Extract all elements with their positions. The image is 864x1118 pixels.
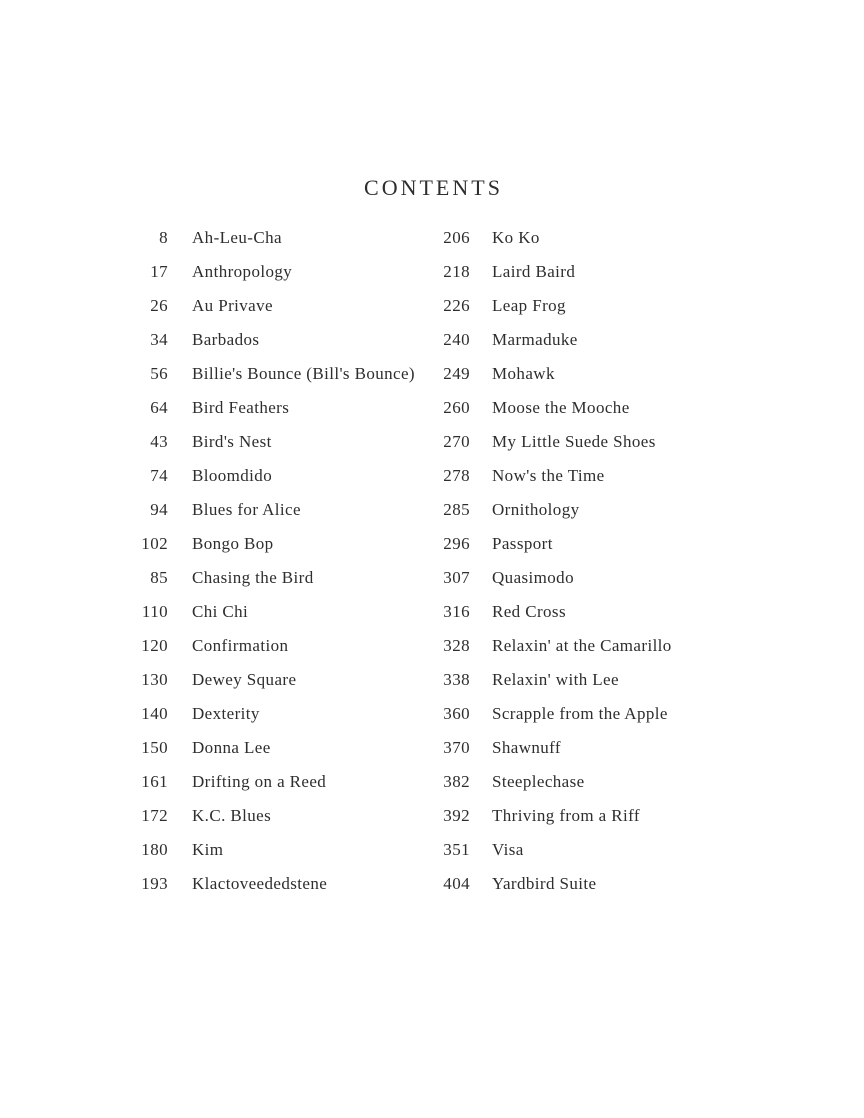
toc-entry xyxy=(100,323,415,357)
toc-entry-title: Bird's Nest xyxy=(192,432,272,451)
toc-entry-page-number: 316 xyxy=(443,602,470,621)
toc-entry-title: Yardbird Suite xyxy=(492,874,597,893)
toc-entry xyxy=(410,391,672,425)
toc-entry-page-number: 392 xyxy=(443,806,470,825)
toc-entry-page-number: 64 xyxy=(150,398,168,417)
toc-entry-title: Mohawk xyxy=(492,364,555,383)
toc-entry xyxy=(100,663,415,697)
toc-entry xyxy=(100,833,415,867)
toc-entry-page-number: 150 xyxy=(141,738,168,757)
toc-entry xyxy=(410,663,672,697)
toc-entry-title: Chi Chi xyxy=(192,602,249,621)
toc-entry-page-number: 94 xyxy=(150,500,168,519)
toc-entry-title: Bird Feathers xyxy=(192,398,290,417)
toc-entry-title: Dexterity xyxy=(192,704,260,723)
toc-entry xyxy=(100,629,415,663)
toc-entry-title: Kim xyxy=(192,840,224,859)
toc-entry-page-number: 249 xyxy=(443,364,470,383)
toc-entry xyxy=(410,595,672,629)
toc-entry-page-number: 382 xyxy=(443,772,470,791)
toc-entry-title: My Little Suede Shoes xyxy=(492,432,656,451)
toc-entry-page-number: 206 xyxy=(443,228,470,247)
toc-entry-page-number: 218 xyxy=(443,262,470,281)
toc-entry xyxy=(410,289,672,323)
toc-entry-title: Marmaduke xyxy=(492,330,578,349)
toc-entry-page-number: 43 xyxy=(150,432,168,451)
toc-entry-page-number: 404 xyxy=(443,874,470,893)
toc-entry xyxy=(100,867,415,901)
toc-entry-page-number: 102 xyxy=(141,534,168,553)
toc-entry-title: Au Privave xyxy=(192,296,273,315)
toc-entry xyxy=(100,459,415,493)
toc-entry xyxy=(100,289,415,323)
toc-entry-title: Red Cross xyxy=(492,602,566,621)
toc-entry-page-number: 278 xyxy=(443,466,470,485)
toc-entry-page-number: 240 xyxy=(443,330,470,349)
toc-entry xyxy=(410,561,672,595)
toc-entry-page-number: 296 xyxy=(443,534,470,553)
toc-entry xyxy=(100,765,415,799)
toc-entry xyxy=(410,357,672,391)
toc-entry xyxy=(100,255,415,289)
toc-entry-page-number: 172 xyxy=(141,806,168,825)
toc-entry-title: Now's the Time xyxy=(492,466,605,485)
toc-entry-page-number: 270 xyxy=(443,432,470,451)
toc-entry-page-number: 34 xyxy=(150,330,168,349)
toc-entry-page-number: 26 xyxy=(150,296,168,315)
toc-entry-page-number: 338 xyxy=(443,670,470,689)
toc-entry-page-number: 180 xyxy=(141,840,168,859)
toc-entry-page-number: 110 xyxy=(141,602,168,621)
toc-entry-title: Drifting on a Reed xyxy=(192,772,327,791)
toc-entry xyxy=(410,799,672,833)
toc-entry-page-number: 56 xyxy=(150,364,168,383)
toc-entry xyxy=(100,595,415,629)
toc-entry-page-number: 351 xyxy=(443,840,470,859)
toc-entry-page-number: 285 xyxy=(443,500,470,519)
toc-column xyxy=(410,221,672,901)
toc-entry-title: Quasimodo xyxy=(492,568,574,587)
toc-entry-title: Chasing the Bird xyxy=(192,568,314,587)
toc-entry-title: Scrapple from the Apple xyxy=(492,704,668,723)
page-title: CONTENTS xyxy=(364,175,503,200)
toc-entry-title: Barbados xyxy=(192,330,260,349)
toc-entry-title: Bloomdido xyxy=(192,466,273,485)
toc-entry xyxy=(410,493,672,527)
toc-entry-page-number: 85 xyxy=(150,568,168,587)
toc-entry xyxy=(100,221,415,255)
toc-entry xyxy=(410,425,672,459)
toc-entry xyxy=(410,459,672,493)
toc-entry-page-number: 328 xyxy=(443,636,470,655)
toc-entry xyxy=(100,697,415,731)
toc-entry-page-number: 370 xyxy=(443,738,470,757)
toc-entry-title: Shawnuff xyxy=(492,738,561,757)
toc-entry xyxy=(410,255,672,289)
toc-entry xyxy=(410,765,672,799)
toc-entry xyxy=(100,731,415,765)
toc-entry-title: Dewey Square xyxy=(192,670,297,689)
toc-entry xyxy=(410,867,672,901)
toc-entry xyxy=(410,527,672,561)
toc-entry-title: Steeplechase xyxy=(492,772,585,791)
toc-entry-page-number: 360 xyxy=(443,704,470,723)
toc-entry-title: Leap Frog xyxy=(492,296,566,315)
toc-entry-title: Thriving from a Riff xyxy=(492,806,640,825)
toc-entry-title: Donna Lee xyxy=(192,738,271,757)
toc-entry xyxy=(100,357,415,391)
toc-entry-title: Klactoveededstene xyxy=(192,874,328,893)
toc-entry-title: Confirmation xyxy=(192,636,289,655)
toc-entry-title: Blues for Alice xyxy=(192,500,301,519)
toc-entry-page-number: 130 xyxy=(141,670,168,689)
toc-entry-page-number: 260 xyxy=(443,398,470,417)
toc-entry-title: Billie's Bounce (Bill's Bounce) xyxy=(192,364,415,383)
toc-entry-title: Moose the Mooche xyxy=(492,398,630,417)
toc-entry-page-number: 161 xyxy=(141,772,168,791)
toc-entry-page-number: 120 xyxy=(141,636,168,655)
toc-entry xyxy=(100,493,415,527)
toc-entry-page-number: 74 xyxy=(150,466,168,485)
toc-entry-page-number: 307 xyxy=(443,568,470,587)
toc-entry xyxy=(410,697,672,731)
toc-column xyxy=(100,221,415,901)
toc-entry-title: Ornithology xyxy=(492,500,580,519)
toc-entry-title: Anthropology xyxy=(192,262,293,281)
toc-entry-title: Passport xyxy=(492,534,553,553)
toc-entry-title: Bongo Bop xyxy=(192,534,274,553)
toc-entry-page-number: 193 xyxy=(141,874,168,893)
toc-entry xyxy=(100,799,415,833)
toc-entry-title: Ko Ko xyxy=(492,228,540,247)
toc-entry-page-number: 226 xyxy=(443,296,470,315)
toc-entry-title: K.C. Blues xyxy=(192,806,272,825)
toc-entry xyxy=(410,833,672,867)
toc-entry xyxy=(410,221,672,255)
toc-entry-title: Relaxin' at the Camarillo xyxy=(492,636,672,655)
toc-entry xyxy=(100,561,415,595)
toc-entry xyxy=(410,323,672,357)
toc-entry-page-number: 140 xyxy=(141,704,168,723)
toc-entry xyxy=(410,629,672,663)
toc-entry-title: Relaxin' with Lee xyxy=(492,670,619,689)
toc-entry xyxy=(410,731,672,765)
toc-entry xyxy=(100,391,415,425)
toc-entry-page-number: 17 xyxy=(150,262,168,281)
toc-entry-title: Laird Baird xyxy=(492,262,576,281)
toc-entry-page-number: 8 xyxy=(159,228,168,247)
toc-entry xyxy=(100,527,415,561)
toc-entry-title: Visa xyxy=(492,840,524,859)
toc-entry xyxy=(100,425,415,459)
toc-entry-title: Ah-Leu-Cha xyxy=(192,228,282,247)
